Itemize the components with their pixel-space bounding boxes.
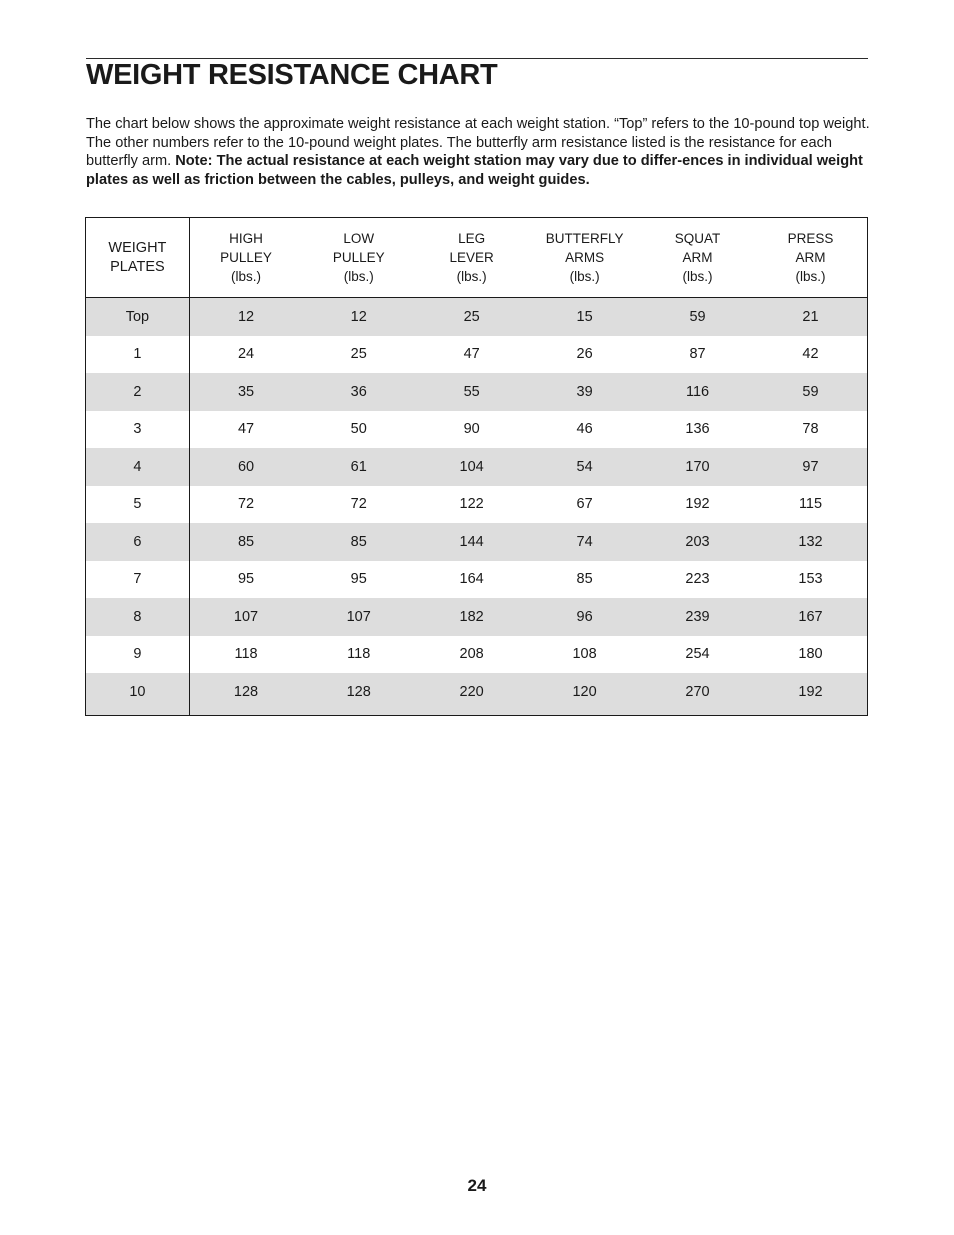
header-line: LOW [343, 231, 375, 246]
table-cell: 61 [302, 448, 415, 486]
table-cell: 39 [528, 373, 641, 411]
table-cell: 60 [189, 448, 302, 486]
table-cell: 35 [189, 373, 302, 411]
plate-cell: 9 [86, 636, 189, 674]
header-line: SQUAT [674, 231, 721, 246]
table-cell: 25 [415, 298, 528, 336]
page-title: WEIGHT RESISTANCE CHART [86, 59, 498, 91]
table-row [86, 373, 867, 411]
header-line: PULLEY [220, 250, 272, 265]
plate-cell: Top [86, 298, 189, 336]
table-cell: 90 [463, 421, 480, 438]
table-cell: 122 [459, 496, 484, 513]
table-cell: 72 [237, 496, 255, 513]
table-row [86, 636, 867, 674]
table-cell: 153 [798, 571, 823, 588]
table-cell: 120 [528, 673, 641, 711]
table-row [86, 486, 867, 524]
header-line: BUTTERFLY [545, 231, 624, 246]
table-cell: 46 [576, 421, 593, 438]
table-cell: 104 [415, 448, 528, 486]
header-line: ARMS [565, 250, 605, 265]
plate-cell: 1 [86, 336, 189, 374]
table-cell: 78 [802, 421, 819, 438]
header-line: LEG [458, 231, 486, 246]
table-cell: 254 [685, 646, 710, 663]
table-cell: 128 [302, 673, 415, 711]
page-number: 24 [467, 1176, 487, 1195]
table-bottom-fill [86, 711, 867, 717]
table-cell: 128 [189, 673, 302, 711]
table-body [86, 298, 867, 717]
table-row [86, 448, 867, 486]
table-cell: 182 [415, 598, 528, 636]
fill-cell [641, 711, 754, 717]
header-line: (lbs.) [795, 269, 826, 284]
plate-cell: 4 [86, 448, 189, 486]
header-line: HIGH [229, 231, 263, 246]
plate-cell: 5 [86, 486, 189, 524]
header-line: PULLEY [332, 250, 385, 265]
header-high-pulley [189, 218, 302, 298]
table-cell: 87 [689, 346, 706, 363]
fill-cell [189, 711, 302, 717]
table-cell: 192 [754, 673, 867, 711]
table-cell: 144 [415, 523, 528, 561]
resistance-table [86, 218, 867, 716]
intro-paragraph [86, 115, 876, 189]
table-cell: 15 [528, 298, 641, 336]
plate-cell: 3 [86, 411, 189, 449]
header-line: ARM [795, 250, 826, 265]
table-cell: 136 [685, 421, 710, 438]
table-cell: 12 [189, 298, 302, 336]
table-cell: 118 [347, 646, 371, 663]
table-cell: 115 [798, 496, 823, 513]
table-cell: 59 [754, 373, 867, 411]
table-cell: 36 [302, 373, 415, 411]
table-cell: 107 [189, 598, 302, 636]
table-row [86, 673, 867, 711]
header-line: PLATES [110, 258, 165, 275]
header-line: (lbs.) [456, 269, 487, 284]
table-cell: 47 [237, 421, 255, 438]
header-butterfly-arms [528, 218, 641, 298]
table-cell: 180 [798, 646, 823, 663]
table-row [86, 336, 867, 374]
header-line: (lbs.) [569, 269, 600, 284]
table-cell: 203 [641, 523, 754, 561]
fill-cell [415, 711, 528, 717]
table-cell: 167 [754, 598, 867, 636]
header-line: ARM [682, 250, 713, 265]
table-row [86, 298, 867, 336]
table-row [86, 411, 867, 449]
plate-cell: 7 [86, 561, 189, 599]
table-cell: 74 [528, 523, 641, 561]
table-cell: 72 [350, 496, 367, 513]
table-cell: 85 [302, 523, 415, 561]
table-row [86, 598, 867, 636]
header-low-pulley [302, 218, 415, 298]
table-cell: 223 [685, 571, 710, 588]
table-row [86, 523, 867, 561]
table-cell: 108 [572, 646, 597, 663]
plate-cell: 2 [86, 373, 189, 411]
table-cell: 25 [350, 346, 367, 363]
weight-resistance-table [85, 217, 868, 716]
table-cell: 21 [754, 298, 867, 336]
fill-cell [528, 711, 641, 717]
table-cell: 116 [641, 373, 754, 411]
table-cell: 54 [528, 448, 641, 486]
header-leg-lever [415, 218, 528, 298]
table-cell: 42 [802, 346, 819, 363]
plate-cell: 6 [86, 523, 189, 561]
table-cell: 270 [641, 673, 754, 711]
header-line: LEVER [449, 250, 494, 265]
table-cell: 95 [350, 571, 367, 588]
table-header-row [86, 218, 867, 298]
fill-cell [754, 711, 867, 717]
header-weight-plates [86, 218, 189, 298]
table-cell: 67 [576, 496, 593, 513]
header-squat-arm [641, 218, 754, 298]
table-cell: 220 [415, 673, 528, 711]
header-line: (lbs.) [231, 269, 262, 284]
table-cell: 95 [237, 571, 255, 588]
table-cell: 59 [641, 298, 754, 336]
table-cell: 208 [459, 646, 484, 663]
table-cell: 26 [576, 346, 593, 363]
table-cell: 107 [302, 598, 415, 636]
table-cell: 192 [685, 496, 710, 513]
table-cell: 170 [641, 448, 754, 486]
table-cell: 55 [415, 373, 528, 411]
fill-cell [86, 711, 189, 717]
header-line: PRESS [787, 231, 834, 246]
header-line: WEIGHT [108, 239, 167, 256]
plate-cell: 8 [86, 598, 189, 636]
table-cell: 132 [754, 523, 867, 561]
table-cell: 164 [459, 571, 484, 588]
header-press-arm [754, 218, 867, 298]
table-cell: 47 [463, 346, 480, 363]
table-cell: 24 [237, 346, 255, 363]
table-cell: 50 [350, 421, 367, 438]
intro-text: The chart below shows the approximate weight resistance at each weight station. “Top” refers to the 10-pound top weight. The other numbers refer to the 10-pound weight plates. The butterfly arm resistance listed is the resistance for each butterfly arm. [86, 116, 870, 170]
fill-cell [302, 711, 415, 717]
table-row [86, 561, 867, 599]
plate-cell: 10 [86, 673, 189, 711]
table-cell: 85 [189, 523, 302, 561]
header-line: (lbs.) [343, 269, 374, 284]
table-cell: 239 [641, 598, 754, 636]
table-cell: 12 [302, 298, 415, 336]
header-line: (lbs.) [682, 269, 713, 284]
table-cell: 85 [576, 571, 593, 588]
intro-note: Note: The actual resistance at each weight station may vary due to differ-ences in individual weight plates as well as friction between the cables, pulleys, and weight guides. [86, 153, 863, 188]
table-cell: 118 [234, 646, 258, 663]
table-cell: 97 [754, 448, 867, 486]
table-cell: 96 [528, 598, 641, 636]
